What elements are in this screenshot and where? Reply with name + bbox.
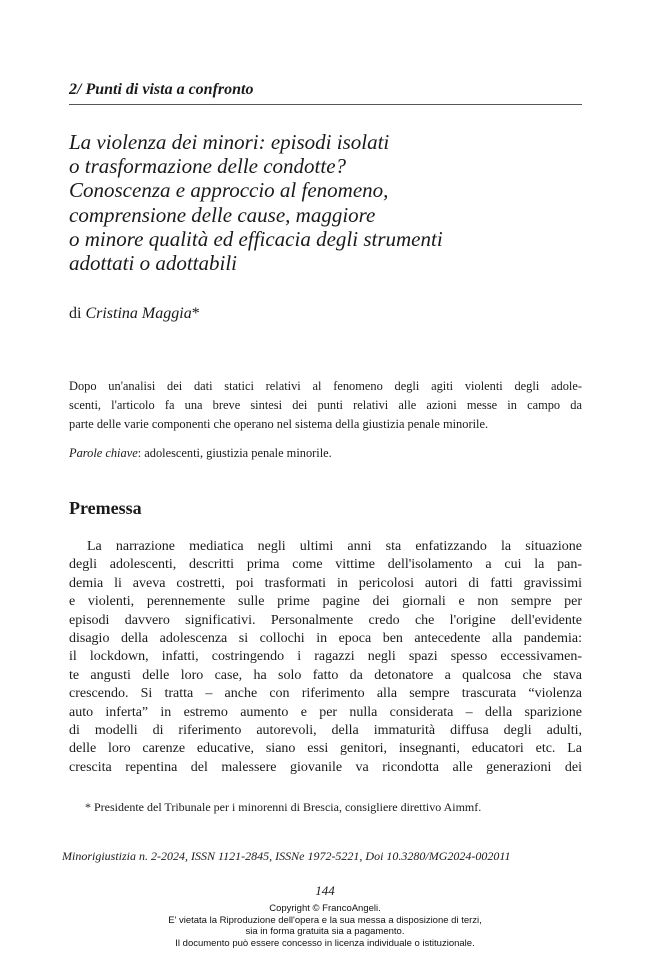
body-line: disagio della adolescenza si collochi in epoca ben antecedente alla pandemia: — [69, 630, 582, 646]
footnote-marker: * — [191, 305, 200, 322]
article-title — [69, 130, 589, 275]
body-line: auto inferta” in estremo aumento e per nulla considerata – della sparizione — [69, 704, 582, 720]
title-line: La violenza dei minori: episodi isolati — [69, 130, 390, 154]
body-line: degli adolescenti, descritti prima come vittime dell'isolamento a cui la pan- — [69, 557, 582, 573]
body-line: te angusti delle loro case, ha solo fatto da detonatore a qualcosa che stava — [69, 667, 582, 683]
abstract — [69, 377, 582, 434]
footnote: * Presidente del Tribunale per i minorenni di Brescia, consigliere direttivo Aimmf. — [85, 800, 482, 814]
body-line: delle loro carenze educative, siano essi genitori, insegnanti, educatori etc. La — [69, 741, 582, 757]
body-line: demia li aveva costretti, poi trasformati in pericolosi autori di fatti gravissimi — [69, 575, 582, 591]
body-line: e violenti, perennemente sulle prime pagine dei giornali e non sempre per — [69, 594, 582, 610]
title-line: comprensione delle cause, maggiore — [69, 202, 376, 227]
section-title: Premessa — [69, 498, 142, 518]
copyright-line: Copyright © FrancoAngeli. — [269, 903, 381, 914]
header-rule — [69, 104, 582, 105]
copyright-line: sia in forma gratuita sia a pagamento. — [245, 926, 405, 937]
keywords-label: Parole chiave — [69, 446, 138, 460]
title-line: o trasformazione delle condotte? — [69, 154, 347, 179]
journal-citation: Minorigiustizia n. 2-2024, ISSN 1121-2845, ISSNe 1972-5221, Doi 10.3280/MG2024-002011 — [62, 849, 511, 863]
abstract-line: parte delle varie componenti che operano nel sistema della giustizia penale minorile. — [69, 417, 489, 431]
body-line: episodi davvero significativi. Personalmente credo che l'origine dell'evidente — [69, 612, 582, 628]
body-line: di modelli di riferimento autorevoli, della immaturità diffusa degli adulti, — [69, 722, 582, 738]
copyright-line: Il documento può essere concesso in licenza individuale o istituzionale. — [175, 937, 475, 949]
author-prefix: di — [69, 305, 82, 322]
keywords-text: : adolescenti, giustizia penale minorile. — [137, 446, 332, 460]
author-name: Cristina Maggia — [85, 305, 192, 322]
copyright-line: E' vietata la Riproduzione dell'opera e la sua messa a disposizione di terzi, — [168, 914, 482, 926]
title-line: adottati o adottabili — [69, 251, 238, 276]
title-line: Conoscenza e approccio al fenomeno, — [69, 178, 389, 203]
body-line: La narrazione mediatica negli ultimi anni sta enfatizzando la situazione — [87, 539, 582, 554]
section-header: 2/ Punti di vista a confronto — [69, 81, 254, 98]
keywords — [69, 446, 332, 461]
page-number: 144 — [315, 883, 335, 898]
title-line: o minore qualità ed efficacia degli strumenti — [69, 226, 443, 251]
body-line: crescendo. Si tratta – anche con riferimento alla sempre trascurata “violenza — [69, 686, 582, 702]
author-line — [69, 305, 200, 323]
body-line: il lockdown, infatti, costringendo i ragazzi negli spazi spesso eccessivamen- — [69, 649, 582, 665]
copyright-notice — [0, 903, 650, 949]
abstract-line: Dopo un'analisi dei dati statici relativi al fenomeno degli agiti violenti degli adole- — [69, 379, 582, 393]
body-paragraph — [69, 538, 582, 777]
abstract-line: scenti, l'articolo fa una breve sintesi dei punti relativi alle azioni messe in campo da — [69, 398, 582, 412]
body-line: crescita repentina del malessere giovanile va ricondotta alle generazioni dei — [69, 759, 582, 775]
